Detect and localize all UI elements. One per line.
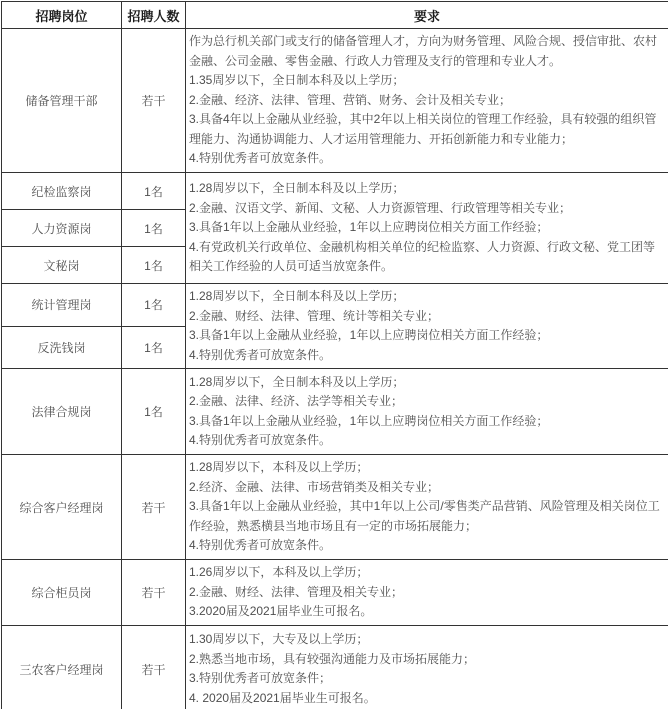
recruitment-table bbox=[1, 1, 668, 709]
position-count-cell: 1名 bbox=[122, 210, 186, 247]
requirement-item: 2.金融、财经、法律、管理及相关专业； bbox=[189, 584, 404, 599]
table-row bbox=[2, 369, 668, 455]
position-count-cell: 若干 bbox=[122, 626, 186, 709]
requirements-cell bbox=[186, 560, 668, 626]
requirement-item: 2.熟悉当地市场，具有较强沟通能力及市场拓展能力； bbox=[189, 651, 476, 666]
position-name-cell: 统计管理岗 bbox=[2, 284, 122, 327]
position-name-cell: 纪检监察岗 bbox=[2, 173, 122, 210]
position-name-cell: 法律合规岗 bbox=[2, 369, 122, 455]
requirement-item: 1.30周岁以下，大专及以上学历； bbox=[189, 632, 369, 646]
position-count-cell: 若干 bbox=[122, 29, 186, 173]
requirement-item: 3.特别优秀者可放宽条件； bbox=[189, 671, 332, 685]
requirement-item: 作为总行机关部门或支行的储备管理人才，方向为财务管理、风险合规、授信审批、农村金融、公司金融、零售金融、行政人力管理及支行的管理和专业人才。 bbox=[189, 34, 658, 68]
requirement-item: 3.具备1年以上金融从业经验，1年以上应聘岗位相关方面工作经验； bbox=[189, 328, 549, 342]
requirement-item: 3.具备1年以上金融从业经验，其中1年以上公司/零售类产品营销、风险管理及相关岗位工作经验，熟悉横县当地市场且有一定的市场拓展能力； bbox=[189, 499, 660, 533]
requirement-item: 1.28周岁以下，本科及以上学历； bbox=[189, 460, 369, 475]
header-position-column: 招聘岗位 bbox=[2, 2, 122, 29]
table-body bbox=[2, 29, 668, 709]
requirement-item: 2.金融、汉语文学、新闻、文秘、人力资源管理、行政管理等相关专业； bbox=[189, 200, 572, 215]
table-row bbox=[2, 29, 668, 173]
requirement-item: 1.26周岁以下，本科及以上学历； bbox=[189, 565, 369, 580]
position-count-cell: 若干 bbox=[122, 560, 186, 626]
requirement-item: 4.有党政机关行政单位、金融机构相关单位的纪检监察、人力资源、行政文秘、党工团等相关工作经验的人员可适当放宽条件。 bbox=[189, 239, 656, 274]
requirement-item: 1.28周岁以下，全日制本科及以上学历； bbox=[189, 374, 405, 389]
requirement-item: 2.金融、经济、法律、管理、营销、财务、会计及相关专业； bbox=[189, 92, 512, 107]
position-count-cell: 1名 bbox=[122, 247, 186, 284]
requirements-cell bbox=[186, 626, 668, 709]
requirements-cell bbox=[186, 369, 668, 455]
header-requirements-column: 要求 bbox=[186, 2, 668, 29]
position-name-cell: 储备管理干部 bbox=[2, 29, 122, 173]
position-count-cell: 1名 bbox=[122, 173, 186, 210]
requirement-item: 2.经济、金融、法律、市场营销类及相关专业； bbox=[189, 479, 440, 494]
table-header-row bbox=[2, 2, 668, 29]
position-name-cell: 综合客户经理岗 bbox=[2, 455, 122, 560]
requirements-cell bbox=[186, 455, 668, 560]
requirement-item: 4. 2020届及2021届毕业生可报名。 bbox=[189, 690, 376, 705]
position-count-cell: 若干 bbox=[122, 455, 186, 560]
requirement-item: 4.特别优秀者可放宽条件。 bbox=[189, 433, 332, 447]
requirements-cell bbox=[186, 29, 668, 173]
requirement-item: 3.2020届及2021届毕业生可报名。 bbox=[189, 604, 373, 619]
requirement-item: 3.具备1年以上金融从业经验，1年以上应聘岗位相关方面工作经验； bbox=[189, 413, 549, 428]
requirement-item: 2.金融、法律、经济、法学等相关专业； bbox=[189, 394, 404, 408]
requirements-cell bbox=[186, 284, 668, 369]
position-name-cell: 文秘岗 bbox=[2, 247, 122, 284]
requirement-item: 1.28周岁以下，全日制本科及以上学历； bbox=[189, 289, 405, 303]
header-count-column: 招聘人数 bbox=[122, 2, 186, 29]
table-row bbox=[2, 626, 668, 709]
requirement-item: 2.金融、财经、法律、管理、统计等相关专业； bbox=[189, 308, 440, 323]
position-count-cell: 1名 bbox=[122, 369, 186, 455]
position-count-cell: 1名 bbox=[122, 326, 186, 369]
position-name-cell: 反洗钱岗 bbox=[2, 326, 122, 369]
table-row bbox=[2, 455, 668, 560]
position-name-cell: 三农客户经理岗 bbox=[2, 626, 122, 709]
requirement-item: 1.35周岁以下，全日制本科及以上学历； bbox=[189, 73, 405, 88]
requirement-item: 4.特别优秀者可放宽条件。 bbox=[189, 538, 332, 553]
table-row bbox=[2, 560, 668, 626]
table-row bbox=[2, 173, 668, 210]
requirement-item: 3.具备4年以上金融从业经验，其中2年以上相关岗位的管理工作经验，具有较强的组织管理能力、沟通协调能力、人才运用管理能力、开拓创新能力和专业能力； bbox=[189, 112, 657, 146]
requirements-cell bbox=[186, 173, 668, 284]
requirement-item: 3.具备1年以上金融从业经验，1年以上应聘岗位相关方面工作经验； bbox=[189, 220, 549, 235]
position-name-cell: 综合柜员岗 bbox=[2, 560, 122, 626]
table-row bbox=[2, 284, 668, 327]
requirement-item: 4.特别优秀者可放宽条件。 bbox=[189, 151, 332, 166]
requirement-item: 4.特别优秀者可放宽条件。 bbox=[189, 347, 332, 362]
position-name-cell: 人力资源岗 bbox=[2, 210, 122, 247]
position-count-cell: 1名 bbox=[122, 284, 186, 327]
requirement-item: 1.28周岁以下，全日制本科及以上学历； bbox=[189, 181, 405, 196]
